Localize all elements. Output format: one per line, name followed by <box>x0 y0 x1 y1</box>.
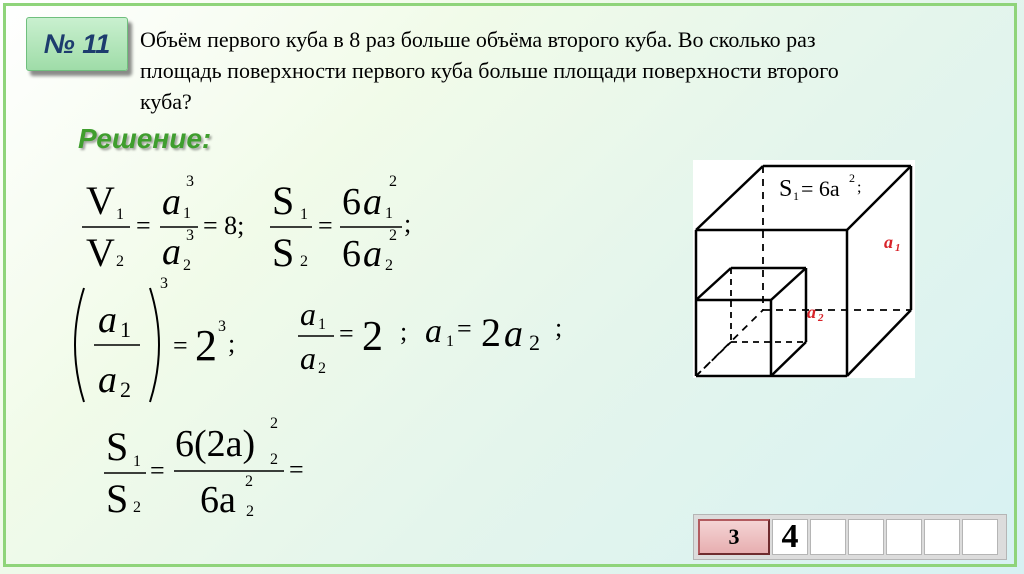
problem-line-2: площадь поверхности первого куба больше площади поверхности второго <box>140 58 839 83</box>
answer-panel <box>693 514 1007 560</box>
f1-den-sub: 2 <box>183 257 191 274</box>
area-label-sup: 2 <box>849 171 855 185</box>
f2-S1-sub: 1 <box>300 206 308 223</box>
f5-a1: a <box>425 313 442 350</box>
f2-num-a: a <box>363 181 382 223</box>
f6-tail: = <box>289 455 304 484</box>
f2-semi: ; <box>404 209 412 238</box>
edge-a2-sub: 2 <box>818 312 824 324</box>
f6-S2-sub: 2 <box>133 499 141 516</box>
f3-num-a: a <box>98 299 117 341</box>
f3-eq: = <box>173 331 188 360</box>
f2-num-6: 6 <box>342 181 361 223</box>
area-label-rhs: = 6a <box>801 176 840 201</box>
formula-edge-ratio <box>298 296 407 377</box>
f1-den-exp: 3 <box>186 227 194 244</box>
answer-cell-5[interactable] <box>924 519 960 555</box>
f1-V1-sub: 1 <box>116 206 124 223</box>
solution-heading: Решение: <box>78 123 212 154</box>
f6-den: 6a <box>200 479 236 521</box>
formula-edge-relation <box>425 310 562 355</box>
f4-num-a: a <box>300 296 316 332</box>
area-label-S: S <box>779 176 793 202</box>
f1-num-a: a <box>162 181 181 223</box>
edge-a2-label: a <box>807 302 816 322</box>
f2-num-sub: 1 <box>385 205 393 222</box>
f5-rhs-2: 2 <box>481 310 501 355</box>
f3-semi: ; <box>228 329 236 358</box>
f6-den-exp: 2 <box>245 473 253 490</box>
area-label-sub: 1 <box>793 189 799 203</box>
f4-den-sub: 2 <box>318 360 326 377</box>
f3-den-sub: 2 <box>120 377 131 402</box>
answer-cell-2[interactable] <box>810 519 846 555</box>
f1-eq1: = <box>136 211 151 240</box>
f3-num-sub: 1 <box>120 317 131 342</box>
f2-eq: = <box>318 211 333 240</box>
f3-exp: 3 <box>160 275 168 292</box>
formula-area-ratio <box>270 173 411 275</box>
f3-den-a: a <box>98 359 117 401</box>
area-label-semi: ; <box>857 179 862 196</box>
formula-cube-ratio <box>75 275 235 402</box>
answer-button[interactable]: 3 <box>698 519 770 555</box>
edge-a1-label: a <box>884 232 893 252</box>
f2-den-sub: 2 <box>385 257 393 274</box>
f5-eq: = <box>457 314 472 343</box>
f5-rhs-sub: 2 <box>529 330 540 355</box>
f1-V2-sub: 2 <box>116 253 124 270</box>
f6-num-exp: 2 <box>270 415 278 432</box>
f2-den-exp: 2 <box>389 227 397 244</box>
formula-volume-ratio <box>82 173 244 275</box>
f1-den-a: a <box>162 231 181 273</box>
f2-num-exp: 2 <box>389 173 397 190</box>
answer-cell-3[interactable] <box>848 519 884 555</box>
f1-V2: V <box>86 230 115 275</box>
task-number-label: № 11 <box>43 28 111 59</box>
problem-line-3: куба? <box>140 89 192 114</box>
f2-den-6: 6 <box>342 233 361 275</box>
f5-a1-sub: 1 <box>446 333 454 350</box>
f2-den-a: a <box>363 233 382 275</box>
f6-S2: S <box>106 476 129 521</box>
f2-S2: S <box>272 230 295 275</box>
answer-cell-1[interactable]: 4 <box>772 519 808 555</box>
f3-rhs-exp: 3 <box>218 318 226 335</box>
f4-den-a: a <box>300 340 316 376</box>
edge-a1-sub: 1 <box>895 242 901 254</box>
f3-rhs-base: 2 <box>195 321 217 370</box>
f6-num-sub: 2 <box>270 451 278 468</box>
answer-cell-6[interactable] <box>962 519 998 555</box>
f5-rhs-a: a <box>504 313 523 355</box>
answer-cell-4[interactable] <box>886 519 922 555</box>
f4-rhs: 2 <box>362 314 383 360</box>
f5-semi: ; <box>555 313 563 342</box>
f1-rhs: = 8; <box>203 211 245 240</box>
cube-figure <box>693 160 915 378</box>
f2-S2-sub: 2 <box>300 253 308 270</box>
f4-semi: ; <box>400 317 408 346</box>
f6-S1-sub: 1 <box>133 453 141 470</box>
f2-S1: S <box>272 178 295 223</box>
f1-num-sub: 1 <box>183 205 191 222</box>
f1-V1: V <box>86 178 115 223</box>
f1-num-exp: 3 <box>186 173 194 190</box>
f6-num: 6(2a) <box>175 423 256 465</box>
f6-den-sub: 2 <box>246 503 254 520</box>
f4-num-sub: 1 <box>318 316 326 333</box>
f6-eq: = <box>150 456 165 485</box>
f4-eq: = <box>339 319 354 348</box>
f6-S1: S <box>106 424 129 469</box>
problem-line-1: Объём первого куба в 8 раз больше объёма второго куба. Во сколько раз <box>140 27 816 52</box>
formula-area-substitution <box>104 415 304 521</box>
